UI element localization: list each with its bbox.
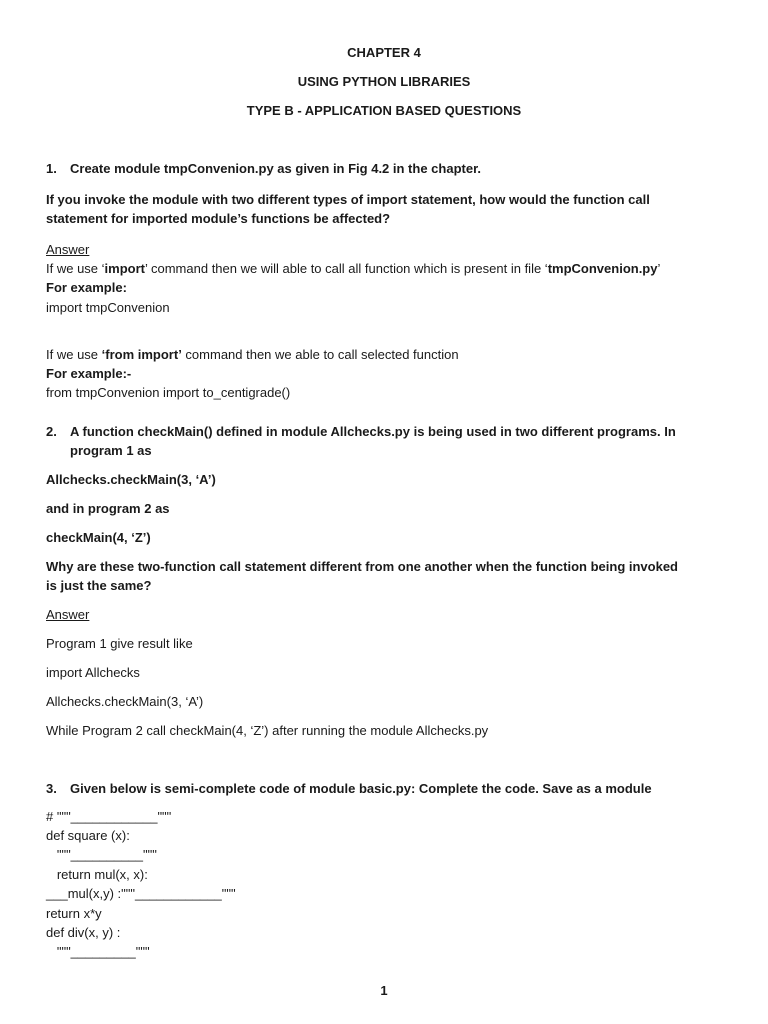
q1-line2: If you invoke the module with two different types of import statement, how would the function call [46,192,650,207]
q3-number: 3. [46,781,57,796]
code-line: """__________""" [46,847,157,862]
q1-line3: statement for imported module’s functions be affected? [46,211,391,226]
q2-answer-label: Answer [46,607,90,622]
q2-number: 2. [46,424,57,439]
q1-answer-line1 [46,260,660,278]
page-number: 1 [380,983,388,998]
q1-ans1-end: ’ [657,261,661,276]
q1-example2-code: from tmpConvenion import to_centigrade() [46,385,291,400]
chapter-heading: CHAPTER 4 [347,45,421,60]
q2-call1: Allchecks.checkMain(3, ‘A’) [46,472,216,487]
q1-example1-code: import tmpConvenion [46,300,170,315]
q2-why-line2: is just the same? [46,578,152,593]
code-line: return x*y [46,906,102,921]
q2-answer-line2: import Allchecks [46,665,140,680]
topic-heading: USING PYTHON LIBRARIES [297,74,471,89]
q1-line1: Create module tmpConvenion.py as given in Fig 4.2 in the chapter. [70,161,482,176]
code-line: def div(x, y) : [46,925,121,940]
q2-line2: program 1 as [70,443,152,458]
q1-ans2-pre: If we use [46,347,102,362]
q1-ans1-file: tmpConvenion.py [547,261,658,276]
q1-answer-line2 [46,346,459,364]
code-line: def square (x): [46,828,130,843]
section-heading: TYPE B - APPLICATION BASED QUESTIONS [246,103,522,118]
q1-ans1-pre: If we use ‘ [46,261,105,276]
q1-example2-label: For example:- [46,366,132,381]
q1-ans2-post: command then we able to call selected function [181,347,459,362]
code-line: ___mul(x,y) :"""____________""" [46,886,236,901]
q1-answer-label: Answer [46,242,90,257]
q2-answer-line1: Program 1 give result like [46,636,193,651]
q2-line1: A function checkMain() defined in module Allchecks.py is being used in two different programs. In [70,424,676,439]
q2-answer-line3: Allchecks.checkMain(3, ‘A’) [46,694,204,709]
q1-ans1-mid: ’ command then we will able to call all function which is present in file ‘ [144,261,548,276]
q1-ans1-keyword: import [104,261,145,276]
code-line: # """____________""" [46,809,172,824]
q1-example1-label: For example: [46,280,127,295]
q3-line1: Given below is semi-complete code of module basic.py: Complete the code. Save as a module [70,781,652,796]
code-line: return mul(x, x): [46,867,148,882]
q2-and-line: and in program 2 as [46,501,170,516]
q1-number: 1. [46,161,57,176]
q1-ans2-keyword: ‘from import’ [101,347,182,362]
q2-why-line1: Why are these two-function call statement different from one another when the function being invoked [46,559,678,574]
code-line: """_________""" [46,944,150,959]
q2-call2: checkMain(4, ‘Z’) [46,530,151,545]
q2-answer-line4: While Program 2 call checkMain(4, ‘Z’) after running the module Allchecks.py [46,723,489,738]
